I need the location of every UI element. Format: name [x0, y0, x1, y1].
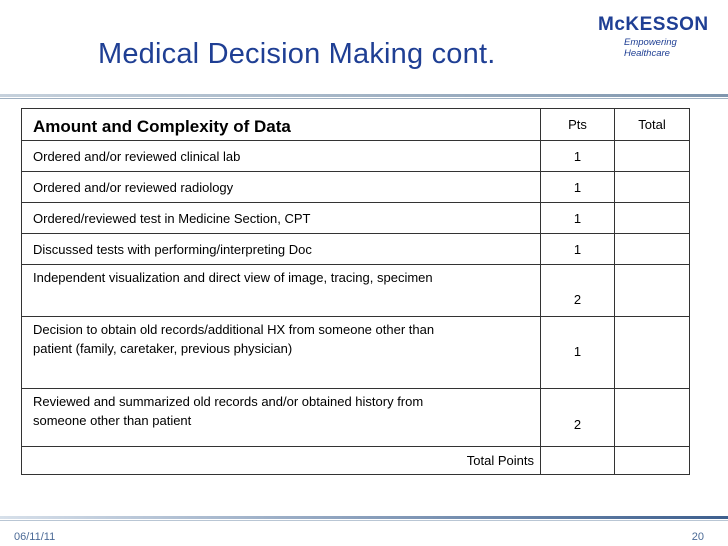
footer-divider-line: [0, 520, 728, 521]
row-total: [615, 172, 690, 203]
table-row: [22, 141, 690, 172]
row-pts: 1: [541, 234, 615, 265]
row-total: [615, 203, 690, 234]
table-row: [22, 265, 690, 317]
row-pts: 1: [541, 317, 615, 389]
row-pts: 1: [541, 203, 615, 234]
total-points-label: Total Points: [22, 447, 541, 475]
title-divider: [0, 92, 728, 102]
header-total: Total: [615, 109, 690, 141]
table-row: [22, 234, 690, 265]
header-label: Amount and Complexity of Data: [22, 109, 541, 141]
row-label: Ordered/reviewed test in Medicine Section, CPT: [22, 203, 541, 234]
table-row: [22, 389, 690, 447]
row-label-line-2: patient (family, caretaker, previous physician): [33, 341, 293, 356]
row-total: [615, 317, 690, 389]
slide-title: Medical Decision Making cont.: [98, 38, 496, 70]
slide-page-number: 20: [691, 531, 704, 543]
table-row: [22, 172, 690, 203]
row-label: Ordered and/or reviewed radiology: [22, 172, 541, 203]
row-total: [615, 141, 690, 172]
title-divider-band: [0, 94, 728, 97]
data-complexity-table: [21, 108, 690, 475]
total-points-total: [615, 447, 690, 475]
row-label-line-1: Decision to obtain old records/additional HX from someone other than: [33, 322, 435, 337]
row-label: [22, 317, 541, 389]
row-pts: 2: [541, 389, 615, 447]
row-label-line-1: Reviewed and summarized old records and/or obtained history from: [33, 394, 424, 409]
slide-date: 06/11/11: [14, 531, 56, 543]
row-pts: 2: [541, 265, 615, 317]
row-label: Ordered and/or reviewed clinical lab: [22, 141, 541, 172]
row-pts: 1: [541, 172, 615, 203]
row-pts: 1: [541, 141, 615, 172]
footer-divider: [0, 516, 728, 526]
row-label: [22, 389, 541, 447]
row-total: [615, 389, 690, 447]
table-total-row: [22, 447, 690, 475]
mckesson-logo: [598, 14, 718, 59]
row-total: [615, 234, 690, 265]
header-pts: Pts: [541, 109, 615, 141]
row-total: [615, 265, 690, 317]
logo-tagline: Empowering Healthcare: [624, 37, 677, 59]
logo-brand: McKESSON: [598, 14, 709, 35]
footer-divider-band: [0, 516, 728, 519]
row-label: Independent visualization and direct view of image, tracing, specimen: [22, 265, 541, 317]
row-label-line-2: someone other than patient: [33, 413, 192, 428]
title-divider-line: [0, 98, 728, 99]
total-points-pts: [541, 447, 615, 475]
table-header-row: [22, 109, 690, 141]
row-label: Discussed tests with performing/interpreting Doc: [22, 234, 541, 265]
table-row: [22, 317, 690, 389]
table-row: [22, 203, 690, 234]
